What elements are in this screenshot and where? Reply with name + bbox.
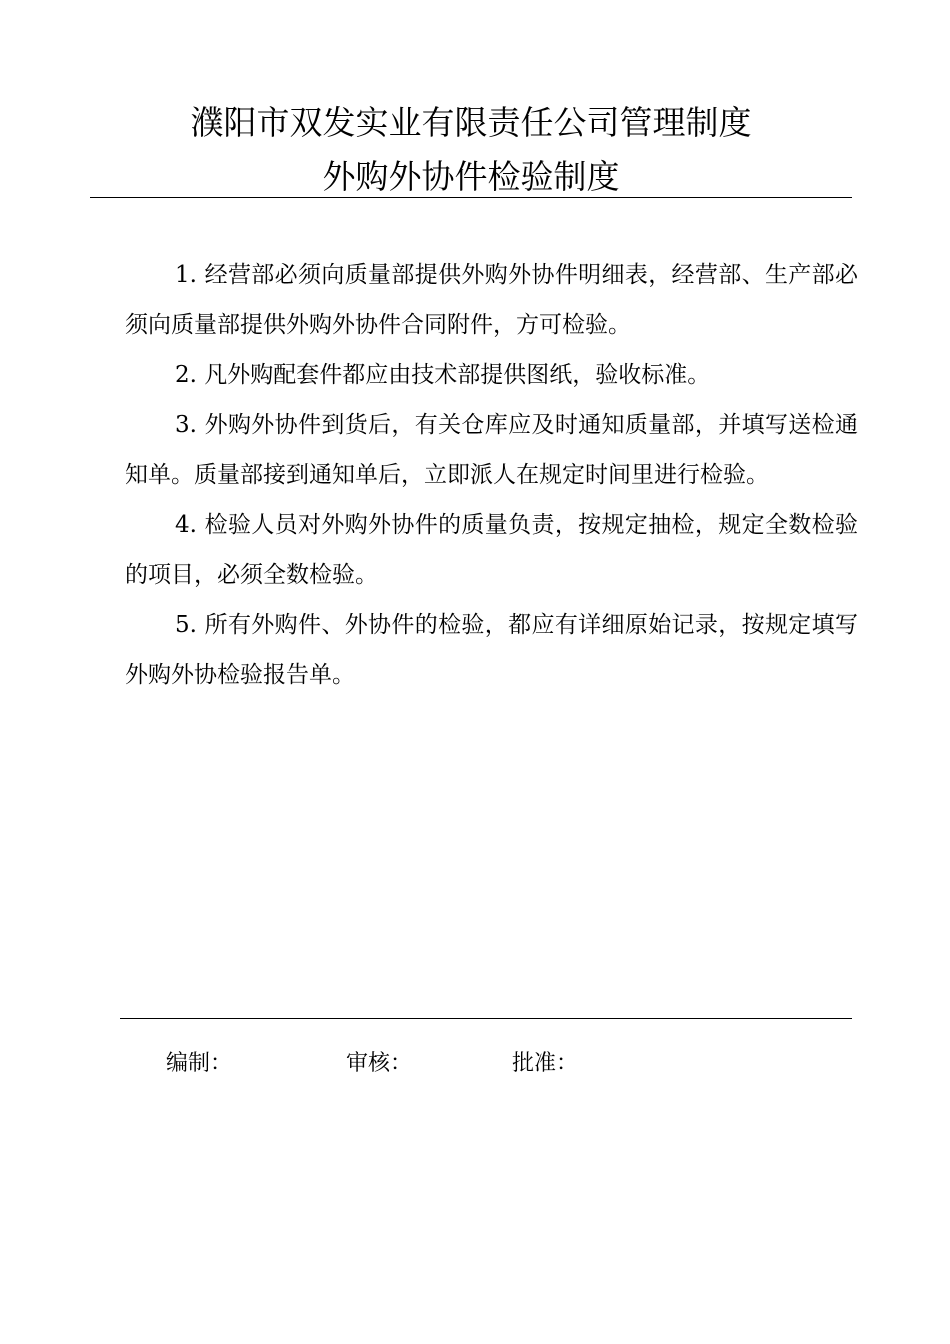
paragraph-5: 5. 所有外购件、外协件的检验，都应有详细原始记录，按规定填写外购外协检验报告单。 <box>125 612 858 688</box>
header-divider <box>90 197 852 198</box>
document-header <box>90 96 852 204</box>
paragraph-2: 2. 凡外购配套件都应由技术部提供图纸，验收标准。 <box>175 362 711 388</box>
document-body <box>125 250 858 700</box>
paragraph-3: 3. 外购外协件到货后，有关仓库应及时通知质量部，并填写送检通知单。质量部接到通知单后，立即派人在规定时间里进行检验。 <box>125 412 858 488</box>
paragraph-1: 1. 经营部必须向质量部提供外购外协件明细表，经营部、生产部必须向质量部提供外购外协件合同附件，方可检验。 <box>125 262 858 338</box>
document-title: 外购外协件检验制度 <box>322 157 620 196</box>
reviewed-by-label: 审核： <box>346 1051 413 1076</box>
compiled-by-label: 编制： <box>166 1051 233 1076</box>
paragraph-4: 4. 检验人员对外购外协件的质量负责，按规定抽检，规定全数检验的项目，必须全数检验。 <box>125 512 858 588</box>
company-regulation-title: 濮阳市双发实业有限责任公司管理制度 <box>190 103 752 142</box>
signature-row <box>0 1046 950 1086</box>
footer-divider <box>120 1018 852 1019</box>
approved-by-label: 批准： <box>512 1051 579 1076</box>
